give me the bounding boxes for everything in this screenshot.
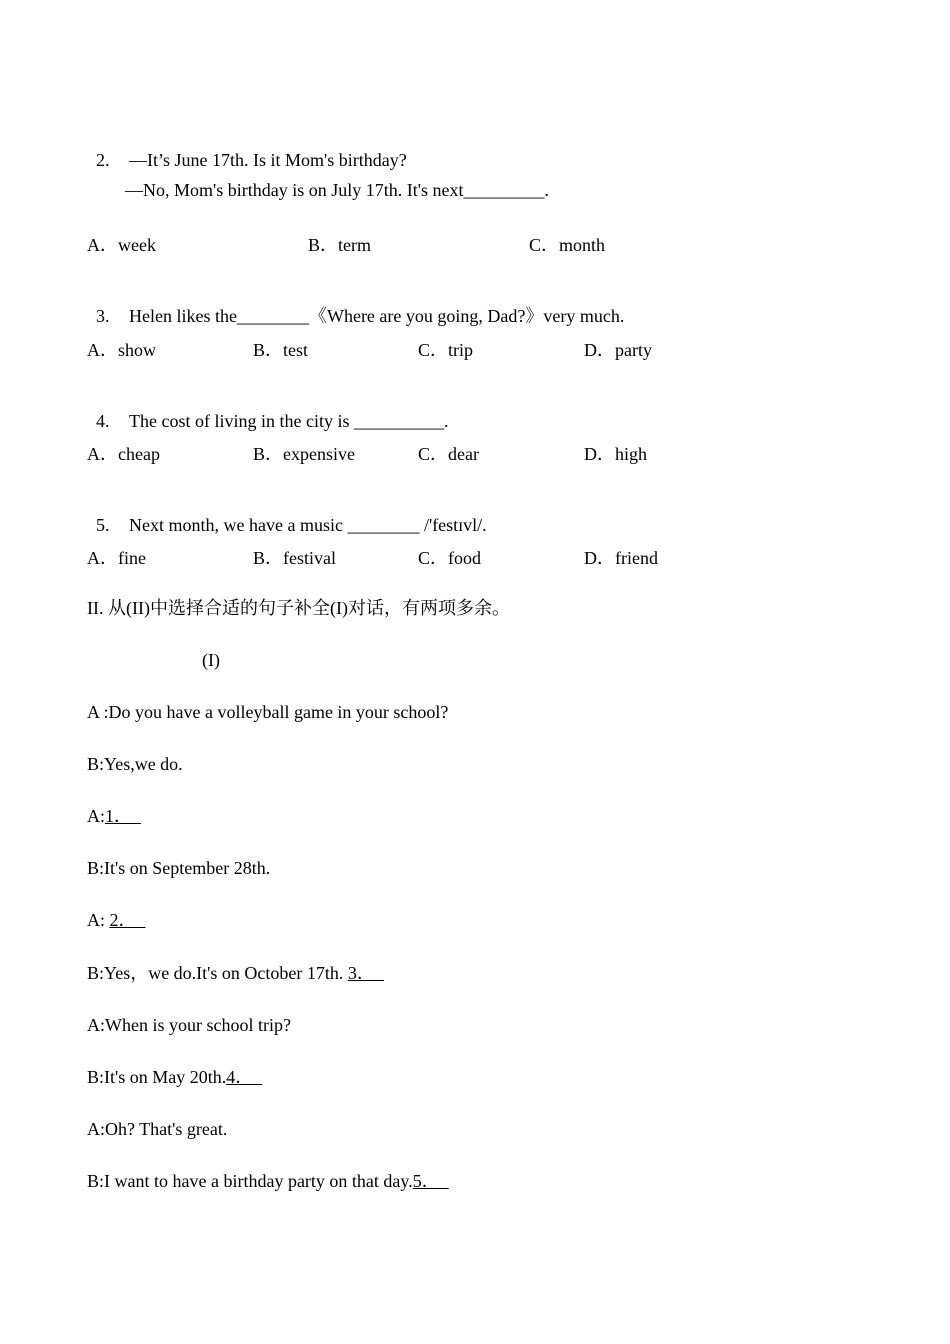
dialogue-text: B:It's on May 20th. — [87, 1067, 227, 1087]
dialogue-line — [87, 962, 384, 984]
dialogue-line — [87, 805, 141, 827]
question-2 — [87, 127, 407, 171]
section-2-part-label: (I) — [202, 650, 220, 670]
question-5 — [87, 492, 487, 536]
dialogue-line — [87, 701, 448, 723]
dialogue-text: B:Yes,we do. — [87, 754, 183, 774]
dialogue-text: A: — [87, 806, 105, 826]
question-3 — [87, 283, 624, 327]
option-c[interactable]: C．month — [529, 235, 606, 255]
question-4 — [87, 388, 448, 432]
option-b[interactable]: B．term — [308, 235, 371, 255]
option-a[interactable]: A．show — [87, 340, 157, 360]
question-text: Next month, we have a music ________ /'festɪvl/. — [129, 515, 487, 535]
dialogue-text: A :Do you have a volleyball game in your school? — [87, 702, 449, 722]
option-a[interactable]: A．fine — [87, 548, 146, 568]
section-2-heading: II. 从(II)中选择合适的句子补全(I)对话，有两项多余。 — [87, 598, 510, 618]
dialogue-text: B:Yes，we do.It's on October 17th. — [87, 963, 348, 983]
dialogue-line — [87, 753, 183, 775]
question-text: The cost of living in the city is __________. — [129, 411, 449, 431]
question-text: —It’s June 17th. Is it Mom's birthday? — [129, 150, 407, 170]
dialogue-text: B:I want to have a birthday party on that day. — [87, 1171, 413, 1191]
dialogue-text: A: — [87, 910, 110, 930]
question-number: 3. — [96, 306, 110, 326]
option-c[interactable]: C．food — [418, 548, 481, 568]
dialogue-line — [87, 1118, 227, 1140]
option-d[interactable]: D．party — [584, 340, 652, 360]
option-d[interactable]: D．high — [584, 444, 647, 464]
option-c[interactable]: C．trip — [418, 340, 474, 360]
answer-blank-3[interactable]: 3． — [347, 963, 384, 983]
option-b[interactable]: B．expensive — [253, 444, 355, 464]
question-number: 5. — [96, 515, 110, 535]
dialogue-line — [87, 1066, 262, 1088]
answer-blank-4[interactable]: 4． — [226, 1067, 263, 1087]
answer-blank-2[interactable]: 2． — [109, 910, 146, 930]
option-a[interactable]: A．week — [87, 235, 156, 255]
dialogue-text: A:When is your school trip? — [87, 1015, 291, 1035]
option-b[interactable]: B．festival — [253, 548, 336, 568]
option-a[interactable]: A．cheap — [87, 444, 160, 464]
dialogue-line — [87, 1170, 449, 1192]
dialogue-line — [87, 1014, 291, 1036]
option-c[interactable]: C．dear — [418, 444, 479, 464]
answer-blank-1[interactable]: 1． — [105, 806, 141, 826]
answer-blank-5[interactable]: 5． — [412, 1171, 449, 1191]
dialogue-text: A:Oh? That's great. — [87, 1119, 228, 1139]
dialogue-line — [87, 909, 146, 931]
question-number: 4. — [96, 411, 110, 431]
option-d[interactable]: D．friend — [584, 548, 658, 568]
question-number: 2. — [96, 150, 110, 170]
option-b[interactable]: B．test — [253, 340, 309, 360]
question-text: Helen likes the________《Where are you going, Dad?》very much. — [129, 306, 625, 326]
dialogue-line — [87, 857, 270, 879]
question-2-reply: —No, Mom's birthday is on July 17th. It's next_________. — [125, 180, 549, 200]
dialogue-text: B:It's on September 28th. — [87, 858, 271, 878]
